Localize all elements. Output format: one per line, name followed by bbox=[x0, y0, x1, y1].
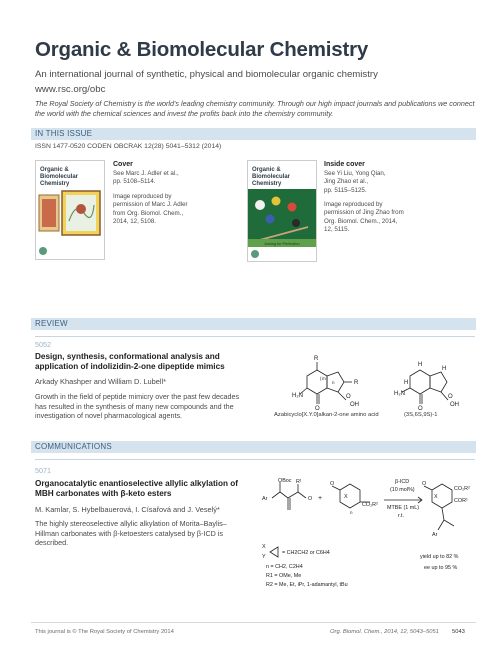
svg-text:+: + bbox=[318, 495, 323, 502]
svg-text:H₂N: H₂N bbox=[394, 391, 405, 397]
svg-text:OH: OH bbox=[350, 402, 359, 408]
svg-text:Chemistry: Chemistry bbox=[252, 181, 282, 187]
review-scheme-caption-right: (3S,6S,9S)-1 bbox=[404, 412, 438, 418]
cover-reference-line: pp. 5108–5114. bbox=[113, 178, 156, 186]
journal-url[interactable]: www.rsc.org/obc bbox=[35, 84, 106, 95]
communications-rule bbox=[35, 459, 475, 460]
svg-text:Chemistry: Chemistry bbox=[40, 181, 70, 187]
svg-text:n: n bbox=[332, 380, 335, 385]
cover-credit-line: from Org. Biomol. Chem., bbox=[113, 209, 184, 217]
scheme-condition: n = CH2, C2H4 bbox=[266, 564, 303, 570]
communications-page-number[interactable]: 5071 bbox=[35, 466, 51, 475]
svg-text:Organic &: Organic & bbox=[252, 167, 281, 173]
svg-text:n: n bbox=[350, 510, 353, 515]
svg-text:O: O bbox=[418, 406, 423, 412]
svg-text:R¹: R¹ bbox=[296, 479, 302, 485]
cover-reference[interactable] bbox=[113, 170, 201, 187]
review-rule bbox=[35, 336, 475, 337]
svg-text:O: O bbox=[422, 481, 427, 487]
svg-text:Ar: Ar bbox=[432, 532, 438, 538]
communications-authors: M. Kamlar, S. Hybelbauerová, I. Císařová and J. Veselý* bbox=[35, 505, 220, 514]
svg-text:H₂N: H₂N bbox=[292, 393, 303, 399]
svg-text:CO₂R²: CO₂R² bbox=[454, 486, 470, 492]
review-page-number[interactable]: 5052 bbox=[35, 340, 51, 349]
review-scheme bbox=[262, 350, 472, 430]
svg-text:H: H bbox=[404, 380, 409, 386]
inside-cover-credit-line: 12, 5115. bbox=[324, 226, 350, 234]
svg-text:O: O bbox=[448, 394, 453, 400]
journal-subtitle: An international journal of synthetic, physical and biomolecular organic chemistry bbox=[35, 69, 378, 80]
inside-cover-credit bbox=[324, 201, 434, 235]
scheme-ee: ee up to 95 % bbox=[424, 565, 458, 571]
svg-text:COR¹: COR¹ bbox=[454, 498, 468, 504]
inside-cover-credit-line: permission of Jing Zhao from bbox=[324, 209, 404, 217]
svg-text:H: H bbox=[418, 362, 423, 368]
footer-citation: Org. Biomol. Chem., 2014, 12, 5043–5051 bbox=[330, 629, 439, 635]
issn-line: ISSN 1477-0520 CODEN OBCRAK 12(28) 5041–5312 (2014) bbox=[35, 143, 222, 150]
mission-statement: The Royal Society of Chemistry is the world's leading chemistry community. Through our high impact journals and publications we connect the world with the chemical sciences and invest the profits back into the chemistry community. bbox=[35, 99, 475, 118]
communications-band bbox=[31, 441, 476, 453]
scheme-solvent: MTBE (1 mL) bbox=[387, 505, 420, 511]
inside-cover-caption: Aiming for Perfection bbox=[264, 242, 300, 246]
inside-cover-reference[interactable] bbox=[324, 170, 434, 195]
scheme-temp: r.t. bbox=[398, 513, 404, 519]
inside-cover-credit-line: Org. Biomol. Chem., 2014, bbox=[324, 217, 398, 225]
scheme-condition: = CH2CH2 or C6H4 bbox=[282, 550, 330, 556]
inside-cover-label: Inside cover bbox=[324, 161, 365, 168]
svg-text:m: m bbox=[322, 376, 326, 381]
scheme-condition: R2 = Me, Et, iPr, 1-adamantyl, tBu bbox=[266, 582, 348, 588]
svg-text:H: H bbox=[442, 366, 447, 372]
inside-cover-reference-line: Jing Zhao et al., bbox=[324, 178, 369, 186]
review-heading: REVIEW bbox=[35, 319, 68, 328]
cover-credit bbox=[113, 193, 201, 227]
footer-page-number: 5043 bbox=[452, 629, 465, 635]
inside-cover-image bbox=[247, 160, 317, 262]
svg-text:R: R bbox=[314, 356, 319, 362]
svg-text:OBoc: OBoc bbox=[278, 478, 292, 484]
review-abstract: Growth in the field of peptide mimicry over the past few decades has resulted in the synthesis of many new compounds and the investigation of novel pharmacological agents. bbox=[35, 392, 240, 421]
review-authors: Arkady Khashper and William D. Lubell* bbox=[35, 377, 167, 386]
cover-reference-line: See Marc J. Adler et al., bbox=[113, 170, 179, 177]
svg-text:(: ( bbox=[320, 376, 322, 381]
svg-text:Y: Y bbox=[262, 554, 266, 560]
inside-cover-reference-line: pp. 5115–5125. bbox=[324, 186, 367, 194]
cover-credit-line: 2014, 12, 5108. bbox=[113, 218, 157, 226]
review-article-title[interactable]: Design, synthesis, conformational analysis and application of indolizidin-2-one dipeptide mimics bbox=[35, 352, 225, 372]
scheme-loading: (10 mol%) bbox=[390, 487, 415, 493]
scheme-reagent: β-ICD bbox=[395, 479, 410, 485]
svg-text:R: R bbox=[354, 380, 359, 386]
footer-rule bbox=[31, 622, 476, 623]
svg-text:X: X bbox=[344, 494, 348, 500]
cover-credit-line: permission of Marc J. Adler bbox=[113, 201, 188, 209]
review-band bbox=[31, 318, 476, 330]
svg-text:X: X bbox=[434, 494, 438, 500]
scheme-yield: yield up to 82 % bbox=[420, 554, 459, 560]
svg-text:Organic &: Organic & bbox=[40, 167, 69, 173]
svg-text:Ar: Ar bbox=[262, 496, 268, 502]
footer-copyright: This journal is © The Royal Society of Chemistry 2014 bbox=[35, 629, 174, 635]
scheme-condition: R1 = OMe, Me bbox=[266, 573, 302, 579]
in-this-issue-heading: IN THIS ISSUE bbox=[35, 129, 93, 138]
svg-text:Biomolecular: Biomolecular bbox=[40, 174, 79, 180]
communications-scheme bbox=[258, 476, 478, 592]
inside-cover-credit-line: Image reproduced by bbox=[324, 201, 383, 208]
svg-text:Biomolecular: Biomolecular bbox=[252, 174, 291, 180]
journal-title: Organic & Biomolecular Chemistry bbox=[35, 38, 369, 61]
inside-cover-reference-line: See Yi Liu, Yong Qian, bbox=[324, 170, 386, 177]
svg-text:O: O bbox=[330, 481, 335, 487]
cover-label: Cover bbox=[113, 161, 133, 168]
review-scheme-caption-left: Azabicyclo[X.Y.0]alkan-2-one amino acid bbox=[274, 412, 379, 418]
cover-credit-line: Image reproduced by bbox=[113, 193, 172, 200]
svg-text:OH: OH bbox=[450, 402, 459, 408]
svg-text:O: O bbox=[346, 394, 351, 400]
svg-text:O: O bbox=[308, 496, 313, 502]
svg-text:O: O bbox=[315, 406, 320, 412]
communications-article-title[interactable]: Organocatalytic enantioselective allylic alkylation of MBH carbonates with β-keto esters bbox=[35, 479, 238, 499]
communications-abstract: The highly stereoselective allylic alkylation of Morita–Baylis–Hillman carbonates with β-ketoesters catalysed by β-ICD is described. bbox=[35, 519, 227, 548]
svg-text:CO₂R²: CO₂R² bbox=[362, 502, 378, 508]
svg-text:X: X bbox=[262, 544, 266, 550]
in-this-issue-band bbox=[31, 128, 476, 140]
cover-image bbox=[35, 160, 105, 260]
communications-heading: COMMUNICATIONS bbox=[35, 442, 112, 451]
